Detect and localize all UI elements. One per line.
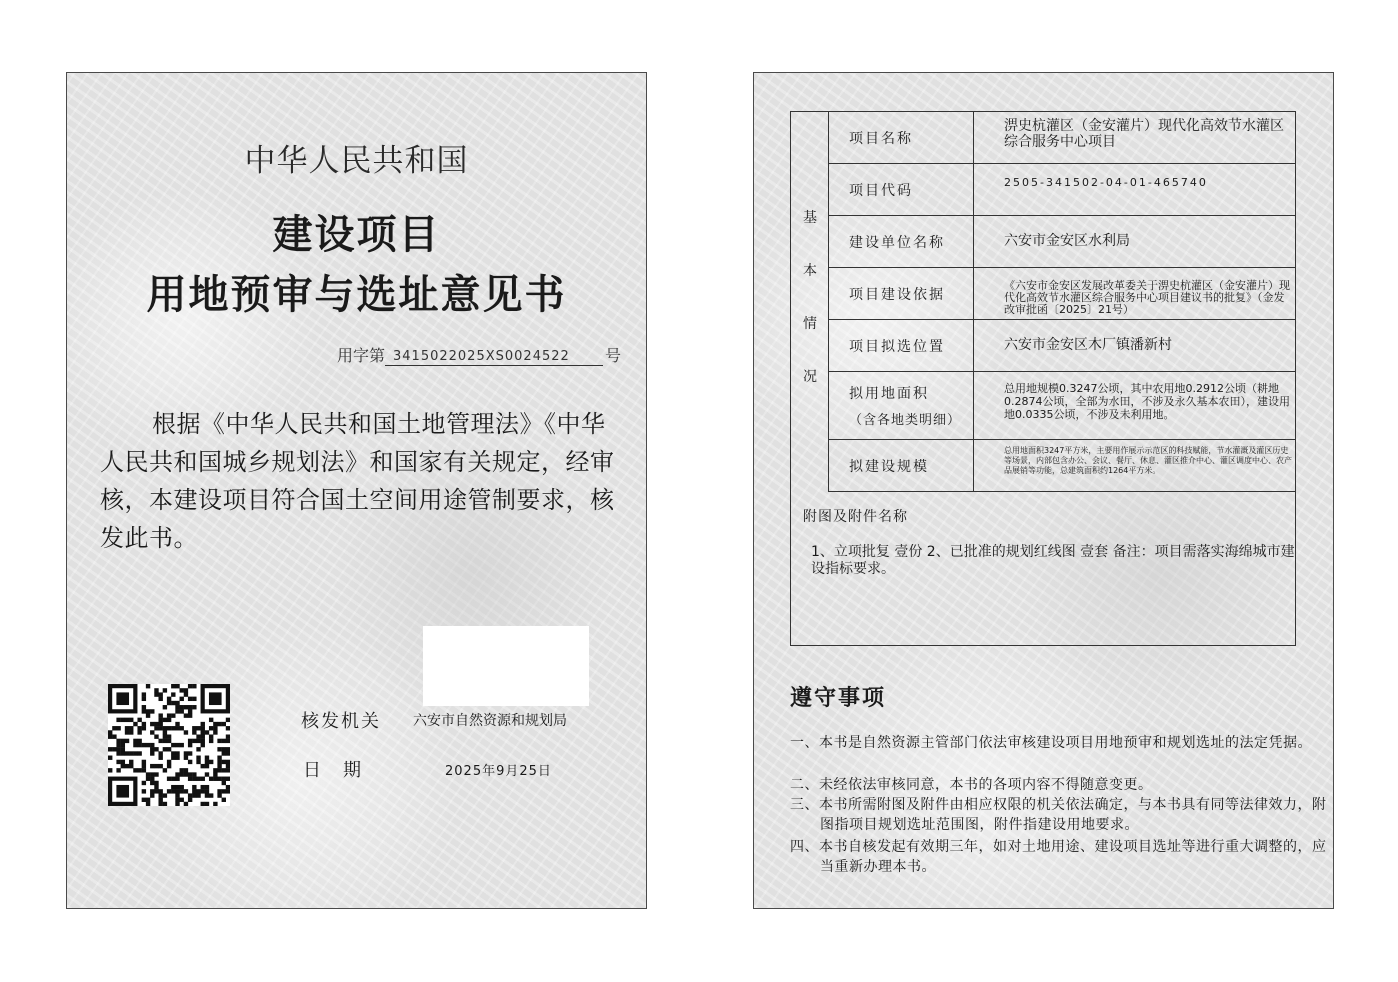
rule-item: 二、未经依法审核同意，本书的各项内容不得随意变更。 [790,777,1153,793]
row-scale [829,440,1295,492]
side-label-char: 情 [803,316,817,332]
issuer-value: 六安市自然资源和规划局 [413,713,567,729]
basic-info-table [790,111,1296,646]
row-location [829,320,1295,372]
rule-item: 三、本书所需附图及附件由相应权限的机关依法确定，与本书具有同等法律效力，附图指项目规划选址范围图，附件指建设用地要求。 [790,797,1327,833]
side-label-char: 基 [803,210,817,226]
country-name: 中华人民共和国 [244,143,469,179]
row-value: 总用地规模0.3247公顷，其中农用地0.2912公顷（耕地0.2874公顷，全部为水田，不涉及永久基本农田），建设用地0.0335公顷，不涉及未利用地。 [1004,382,1290,421]
issuer-label: 核发机关 [301,711,381,732]
row-land-area [829,372,1295,440]
row-value: 淠史杭灌区（金安灌片）现代化高效节水灌区综合服务中心项目 [1004,118,1284,150]
seal-area [423,626,589,706]
rule-item: 四、本书自核发起有效期三年，如对土地用途、建设项目选址等进行重大调整的，应当重新办理本书。 [790,839,1327,875]
rule-item: 一、本书是自然资源主管部门依法审核建设项目用地预审和规划选址的法定凭据。 [790,735,1312,751]
qr-code[interactable] [108,684,230,806]
row-label: 拟建设规模 [829,440,974,491]
row-label: 项目建设依据 [829,268,974,319]
basic-info-side-label [791,112,829,492]
row-value: 总用地面积3247平方米，主要用作展示示范区的科技赋能，节水灌溉及灌区历史等场景，内部包含办公、会议、餐厅、休息、灌区推介中心、灌区调度中心、农产品展销等功能，总建筑面积约1264平方米。 [1004,446,1292,475]
document-title-line1: 建设项目 [272,212,441,258]
row-label: 项目名称 [829,112,974,163]
date-value: 2025年9月25日 [445,764,552,779]
document-number-prefix: 用字第 [337,346,386,365]
row-label: 建设单位名称 [829,216,974,267]
document-number-suffix: 号 [605,346,622,365]
certificate-back-page [753,72,1334,909]
row-label-group [829,372,974,439]
row-project-name [829,112,1295,164]
document-title-line2: 用地预审与选址意见书 [146,272,567,318]
side-label-char: 况 [803,369,817,385]
attachments-text: 1、立项批复 壹份 2、已批准的规划红线图 壹套 备注：项目需落实海绵城市建设指标要求。 [811,544,1295,577]
side-label-char: 本 [803,263,817,279]
row-label: 拟用地面积 [849,386,929,402]
row-value: 《六安市金安区发展改革委关于淠史杭灌区（金安灌片）现代化高效节水灌区综合服务中心项目建议书的批复》（金发改审批函〔2025〕21号） [1004,279,1290,316]
row-construction-unit [829,216,1295,268]
row-value: 2505-341502-04-01-465740 [1004,176,1208,189]
row-project-code [829,164,1295,216]
qr-code-icon [108,684,230,806]
date-label: 日期 [303,760,383,781]
document-number-value: 3415022025XS0024522 [385,349,603,366]
row-label-note: （含各地类明细） [849,413,962,428]
row-label: 项目代码 [829,164,974,215]
row-value: 六安市金安区木厂镇潘新村 [1004,337,1172,353]
approval-statement: 根据《中华人民共和国土地管理法》《中华人民共和国城乡规划法》和国家有关规定，经审核，本建设项目符合国土空间用途管制要求，核发此书。 [100,410,615,552]
document-number [337,343,621,366]
certificate-front-page [66,72,647,909]
row-label: 项目拟选位置 [829,320,974,371]
rules-title: 遵守事项 [790,686,887,711]
row-value: 六安市金安区水利局 [1004,233,1130,249]
row-basis [829,268,1295,320]
attachments-title: 附图及附件名称 [803,509,908,525]
